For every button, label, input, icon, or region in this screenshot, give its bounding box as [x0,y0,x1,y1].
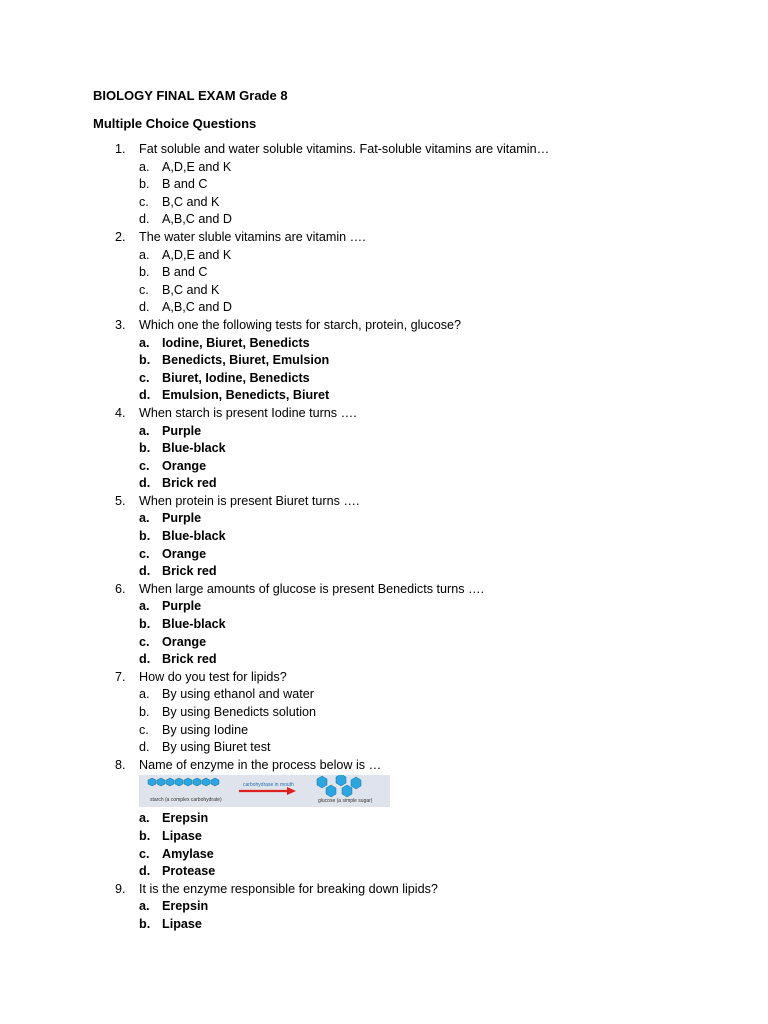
option-letter: a. [139,899,150,914]
option-letter: a. [139,687,150,702]
option-letter: a. [139,423,150,438]
option-7d [93,739,713,757]
question-4 [93,405,713,423]
option-letter: d. [139,864,151,879]
option-letter: c. [139,370,150,385]
glucose-label: glucose (a simple sugar) [318,798,373,805]
question-9 [93,881,713,899]
glucose-molecules [317,775,361,797]
option-6b [93,616,713,634]
option-letter: d. [139,300,150,315]
starch-chain [148,778,219,786]
option-4c [93,458,713,476]
question-8 [93,757,713,775]
option-letter: c. [139,546,150,561]
option-text: Brick red [162,652,217,667]
option-4a [93,423,713,441]
option-letter: c. [139,722,149,737]
option-text: B,C and K [162,194,220,209]
option-text: Orange [162,634,207,649]
option-text: Emulsion, Benedicts, Biuret [162,388,330,403]
exam-title: BIOLOGY FINAL EXAM Grade 8 [93,88,288,103]
question-7 [93,669,713,687]
option-text: Purple [162,511,202,526]
option-text: Lipase [162,916,202,931]
question-number: 3. [115,317,126,332]
option-8b [93,828,713,846]
option-9b [93,916,713,934]
question-2 [93,229,713,247]
option-3d [93,387,713,405]
question-text: When starch is present Iodine turns …. [139,405,357,420]
option-text: Brick red [162,564,217,579]
option-text: A,D,E and K [162,247,232,262]
option-1a [93,159,713,177]
option-letter: a. [139,335,150,350]
option-text: Brick red [162,476,217,491]
option-letter: c. [139,634,150,649]
option-letter: a. [139,599,150,614]
option-2b [93,264,713,282]
option-1d [93,211,713,229]
option-3c [93,370,713,388]
option-text: Blue-black [162,617,226,632]
option-letter: b. [139,916,151,931]
option-text: Protease [162,864,216,879]
option-text: B and C [162,177,208,192]
question-list [93,141,713,934]
option-text: B and C [162,265,208,280]
option-text: Benedicts, Biuret, Emulsion [162,353,330,368]
question-text: How do you test for lipids? [139,669,287,684]
option-letter: d. [139,388,151,403]
starch-label: starch (a complex carbohydrate) [150,797,222,804]
reaction-arrow [239,787,296,795]
enzyme-label: carbohydrase in mouth [243,782,294,789]
option-letter: d. [139,476,151,491]
option-text: Orange [162,458,207,473]
option-letter: d. [139,564,151,579]
digestion-diagram [139,775,390,807]
option-letter: b. [139,705,150,719]
option-8d [93,863,713,881]
option-text: Erepsin [162,899,209,914]
option-3b [93,352,713,370]
question-number: 1. [115,142,126,156]
question-number: 6. [115,581,126,596]
option-letter: d. [139,740,150,755]
option-text: Erepsin [162,811,209,826]
digestion-diagram-row [93,774,713,810]
option-5a [93,510,713,528]
question-text: It is the enzyme responsible for breaking down lipids? [139,881,438,896]
option-letter: c. [139,846,150,861]
option-1c [93,194,713,212]
option-7c [93,722,713,740]
option-letter: a. [139,511,150,526]
option-letter: b. [139,529,151,544]
question-5 [93,493,713,511]
option-9a [93,898,713,916]
option-6a [93,598,713,616]
option-1b [93,176,713,194]
question-text: Name of enzyme in the process below is … [139,757,382,772]
question-text: The water sluble vitamins are vitamin …. [139,229,366,244]
question-1 [93,141,713,159]
option-2d [93,299,713,317]
question-number: 7. [115,669,126,684]
option-text: By using ethanol and water [162,687,314,702]
option-text: Biuret, Iodine, Benedicts [162,370,310,385]
option-text: Lipase [162,828,202,843]
option-letter: c. [139,282,149,297]
option-text: Iodine, Biuret, Benedicts [162,335,310,350]
option-text: Purple [162,599,202,614]
option-letter: b. [139,353,151,368]
option-5b [93,528,713,546]
option-text: By using Benedicts solution [162,705,317,719]
option-text: By using Iodine [162,722,249,737]
option-3a [93,335,713,353]
option-text: Blue-black [162,441,226,456]
option-letter: b. [139,265,150,280]
question-text: When large amounts of glucose is present Benedicts turns …. [139,581,485,596]
option-text: A,B,C and D [162,212,232,227]
question-text: Fat soluble and water soluble vitamins. Fat-soluble vitamins are vitamin… [139,142,550,156]
option-letter: b. [139,177,150,192]
option-text: B,C and K [162,282,220,297]
question-number: 5. [115,493,126,508]
option-letter: b. [139,441,151,456]
option-letter: d. [139,652,151,667]
question-text: When protein is present Biuret turns …. [139,493,360,508]
option-letter: b. [139,617,151,632]
option-letter: c. [139,194,149,209]
option-7a [93,686,713,704]
question-number: 4. [115,405,126,420]
option-7b [93,704,713,722]
option-8a [93,810,713,828]
option-text: Blue-black [162,529,226,544]
option-5c [93,546,713,564]
option-5d [93,563,713,581]
question-number: 9. [115,881,126,896]
option-6c [93,634,713,652]
option-letter: b. [139,828,151,843]
option-letter: a. [139,811,150,826]
question-6 [93,581,713,599]
option-letter: d. [139,212,150,227]
option-letter: a. [139,247,150,262]
question-text: Which one the following tests for starch, protein, glucose? [139,317,462,332]
question-3 [93,317,713,335]
option-text: Amylase [162,846,214,861]
option-4b [93,440,713,458]
option-text: By using Biuret test [162,740,271,755]
option-letter: c. [139,458,150,473]
option-4d [93,475,713,493]
option-text: A,D,E and K [162,159,232,174]
option-text: A,B,C and D [162,300,232,315]
question-number: 2. [115,229,126,244]
option-2c [93,282,713,300]
question-number: 8. [115,757,126,772]
option-2a [93,247,713,265]
section-heading: Multiple Choice Questions [93,116,257,131]
option-6d [93,651,713,669]
option-text: Orange [162,546,207,561]
option-letter: a. [139,159,150,174]
option-8c [93,846,713,864]
option-text: Purple [162,423,202,438]
